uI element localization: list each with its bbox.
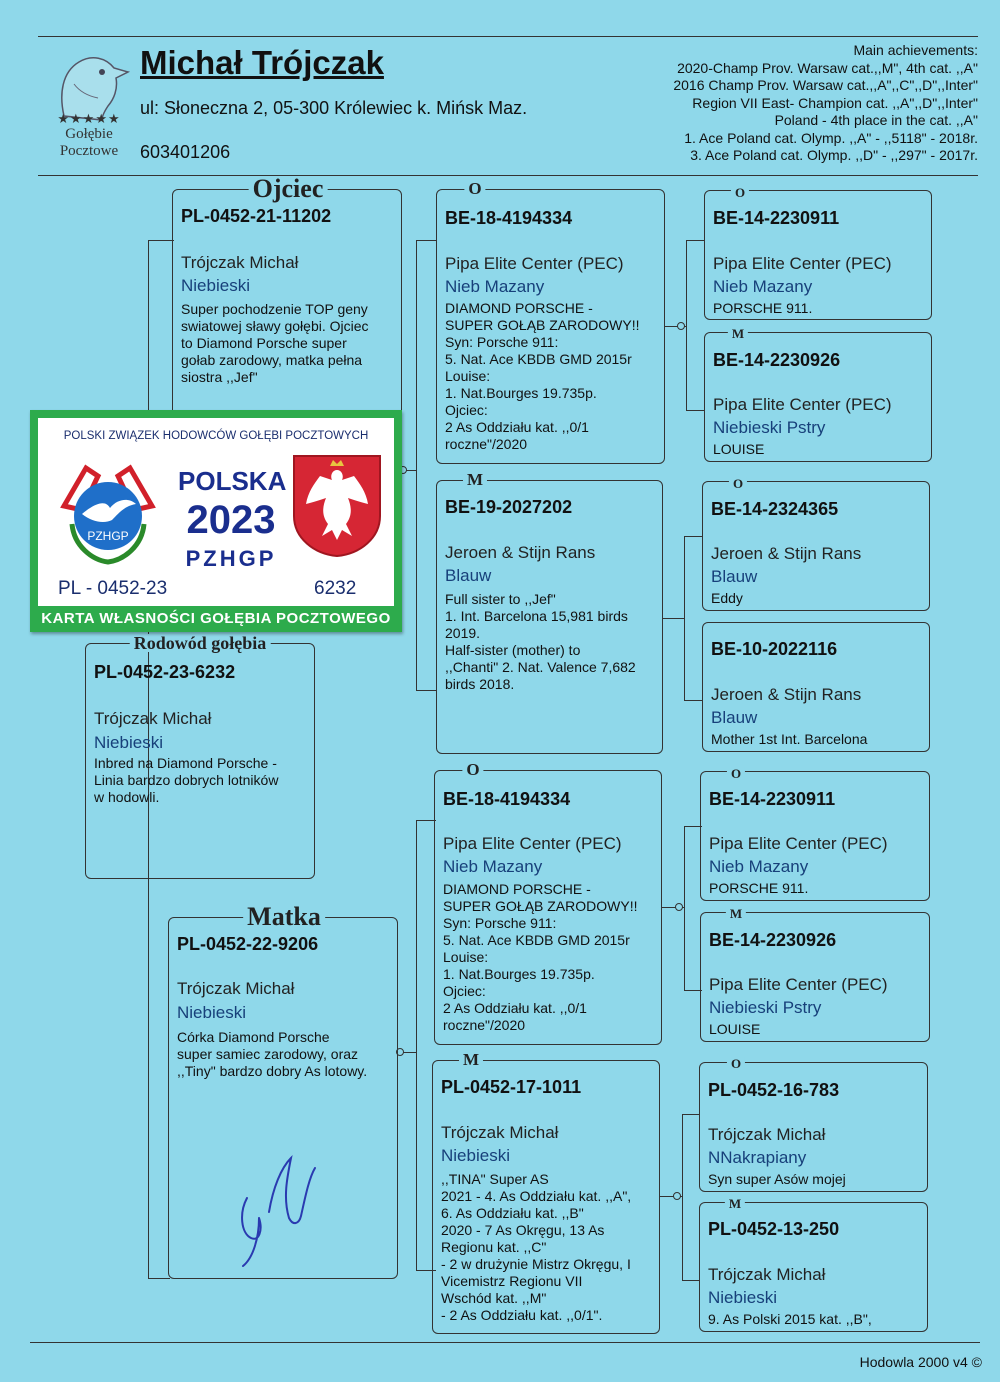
- color: Niebieski: [94, 733, 163, 752]
- owner-name: Michał Trójczak: [140, 44, 384, 81]
- ring-number: BE-10-2022116: [711, 639, 838, 659]
- notes: LOUISE: [709, 1021, 761, 1037]
- color: Niebieski Pstry: [709, 998, 822, 1017]
- great-grandparent-box: [704, 332, 932, 462]
- great-grandparent-box: [699, 1062, 928, 1192]
- ring-number: BE-14-2230926: [709, 930, 837, 950]
- mother-box: [168, 917, 398, 1279]
- achievements: [673, 42, 978, 165]
- notes: Full sister to ,,Jef" 1. Int. Barcelona 15,981 birds 2019. Half-sister (mother) to ,,Chanti" 2. Nat. Valence 7,682 birds 2018.: [445, 591, 636, 692]
- ring-number: PL-0452-23-6232: [94, 662, 236, 682]
- ownership-card: [30, 410, 402, 632]
- achievement-line: 1. Ace Poland cat. Olymp. ,,A" - ,,5118" - 2018r.: [684, 129, 978, 146]
- achievement-line: 2016 Champ Prov. Warsaw cat.,,A",,C",,D",,Inter": [673, 77, 978, 93]
- color: NNakrapiany: [708, 1148, 807, 1167]
- notes: 9. As Polski 2015 kat. ,,B",: [708, 1311, 872, 1327]
- owner: Trójczak Michał: [441, 1123, 559, 1142]
- ring-number: PL-0452-16-783: [708, 1080, 840, 1100]
- signature: [229, 1138, 349, 1268]
- owner: Pipa Elite Center (PEC): [443, 834, 622, 853]
- notes: Inbred na Diamond Porsche - Linia bardzo dobrych lotników w hodowli.: [94, 755, 279, 805]
- notes: Mother 1st Int. Barcelona: [711, 731, 868, 747]
- ring-number: BE-14-2230926: [713, 350, 841, 370]
- sire-marker: O: [729, 477, 747, 490]
- tree-line: [686, 410, 704, 411]
- connector-dot: [677, 322, 685, 330]
- card-ring-number: 6232: [314, 578, 357, 599]
- dam-marker: M: [728, 327, 748, 340]
- notes: ,,TINA" Super AS 2021 - 4. As Oddziału kat. ,,A", 6. As Oddziału kat. ,,B" 2020 - 7 As Okręgu, 13 As Regionu kat. ,,C" - 2 w drużynie Mistrz Okręgu, I Vicemistrz Regionu VII Wschód kat. ,,M" - 2 As Oddziału kat. ,,0/1".: [441, 1171, 632, 1323]
- tree-line: [416, 690, 436, 691]
- color: Niebieski Pstry: [713, 418, 826, 437]
- sire-marker: O: [462, 761, 483, 778]
- achievement-line: Poland - 4th place in the cat. ,,A": [774, 112, 978, 128]
- owner: Pipa Elite Center (PEC): [713, 395, 892, 414]
- ring-number: BE-18-4194334: [443, 789, 571, 809]
- color: Blauw: [445, 566, 492, 585]
- dam-marker: M: [463, 471, 487, 488]
- tree-line: [682, 1114, 700, 1115]
- father-box: [172, 189, 402, 425]
- top-border: [38, 36, 978, 37]
- owner: Pipa Elite Center (PEC): [445, 254, 624, 273]
- tree-line: [686, 240, 704, 241]
- sire-marker: O: [464, 180, 485, 197]
- notes: PORSCHE 911.: [709, 880, 809, 896]
- sire-marker: O: [727, 1057, 745, 1070]
- color: Niebieski: [177, 1003, 246, 1022]
- father-label: Ojciec: [249, 176, 328, 202]
- color: Blauw: [711, 567, 758, 586]
- logo-stars: ★★★★★: [57, 111, 121, 126]
- connector-dot: [673, 1192, 681, 1200]
- connector-dot: [675, 903, 683, 911]
- owner: Jeroen & Stijn Rans: [711, 685, 862, 704]
- emblem-text: PZHGP: [87, 529, 129, 543]
- card-org: PZHGP: [185, 546, 277, 571]
- ring-number: BE-18-4194334: [445, 208, 573, 228]
- great-grandparent-box: [700, 771, 930, 901]
- tree-line: [148, 1278, 170, 1279]
- maternal-grandfather-box: [434, 770, 662, 1045]
- ring-number: BE-19-2027202: [445, 497, 573, 517]
- notes: DIAMOND PORSCHE - SUPER GOŁĄB ZARODOWY!! Syn: Porsche 911: 5. Nat. Ace KBDB GMD 2015r Louise: 1. Nat.Bourges 19.735p. Ojciec: 2 As Oddziału kat. ,,0/1 roczne"/2020: [443, 881, 638, 1033]
- owner: Trójczak Michał: [708, 1125, 826, 1144]
- card-caption: KARTA WŁASNOŚCI GOŁĘBIA POCZTOWEGO: [41, 610, 391, 627]
- color: Nieb Mazany: [445, 277, 545, 296]
- notes: PORSCHE 911.: [713, 300, 813, 316]
- card-body: [38, 418, 394, 606]
- notes: Córka Diamond Porsche super samiec zarodowy, oraz ,,Tiny" bardzo dobry As lotowy.: [177, 1029, 368, 1079]
- owner: Trójczak Michał: [94, 709, 212, 728]
- tree-line-gen3: [684, 536, 685, 700]
- tree-line: [148, 240, 174, 241]
- achievements-heading: Main achievements:: [853, 42, 978, 58]
- color: Niebieski: [181, 276, 250, 295]
- header-divider: [38, 175, 978, 176]
- great-grandparent-box: [702, 481, 930, 611]
- great-grandparent-box: [699, 1202, 928, 1332]
- pedigree-label: Rodowód gołębia: [130, 634, 271, 652]
- color: Nieb Mazany: [713, 277, 813, 296]
- color: Nieb Mazany: [709, 857, 809, 876]
- achievement-line: 3. Ace Poland cat. Olymp. ,,D" - ,,297" - 2017r.: [690, 147, 978, 163]
- notes: LOUISE: [713, 441, 765, 457]
- paternal-grandfather-box: [436, 189, 665, 464]
- tree-line: [416, 820, 436, 821]
- ring-number: BE-14-2230911: [713, 208, 840, 228]
- owner: Jeroen & Stijn Rans: [445, 543, 596, 562]
- owner-phone: 603401206: [140, 142, 231, 162]
- notes: DIAMOND PORSCHE - SUPER GOŁĄB ZARODOWY!! Syn: Porsche 911: 5. Nat. Ace KBDB GMD 2015r Louise: 1. Nat.Bourges 19.735p. Ojciec: 2 As Oddziału kat. ,,0/1 roczne"/2020: [445, 300, 640, 452]
- software-credit: Hodowla 2000 v4 ©: [859, 1354, 982, 1370]
- bottom-border: [30, 1342, 980, 1343]
- sire-marker: O: [727, 767, 745, 780]
- owner: Trójczak Michał: [181, 253, 299, 272]
- great-grandparent-box: [700, 912, 930, 1042]
- logo-text-line2: Pocztowe: [59, 143, 119, 159]
- color: Niebieski: [708, 1288, 777, 1307]
- ring-number: PL-0452-17-1011: [441, 1077, 582, 1097]
- great-grandparent-box: [702, 622, 930, 752]
- notes: Syn super Asów mojej: [708, 1171, 846, 1187]
- owner: Trójczak Michał: [177, 979, 295, 998]
- tree-line: [682, 1280, 700, 1281]
- color: Niebieski: [441, 1146, 510, 1165]
- owner-address: ul: Słoneczna 2, 05-300 Królewiec k. Mińsk Maz.: [140, 98, 528, 118]
- tree-line: [684, 536, 702, 537]
- great-grandparent-box: [704, 190, 932, 320]
- card-ring-prefix: PL - 0452-23: [58, 578, 168, 599]
- maternal-grandmother-box: [432, 1060, 660, 1334]
- ring-number: PL-0452-21-11202: [181, 206, 332, 226]
- dam-marker: M: [459, 1051, 483, 1068]
- color: Nieb Mazany: [443, 857, 543, 876]
- ring-number: BE-14-2324365: [711, 499, 839, 519]
- card-year: 2023: [186, 498, 276, 542]
- dam-marker: M: [725, 1197, 745, 1210]
- ring-number: PL-0452-22-9206: [177, 934, 319, 954]
- sire-marker: O: [731, 186, 749, 199]
- tree-line: [684, 700, 702, 701]
- owner: Pipa Elite Center (PEC): [713, 254, 892, 273]
- notes: Super pochodzenie TOP geny swiatowej sławy gołębi. Ojciec to Diamond Porsche super gołab zarodowy, matka pełna siostra ,,Jef": [181, 301, 369, 385]
- owner: Pipa Elite Center (PEC): [709, 975, 888, 994]
- tree-line-gen2-mother: [416, 820, 417, 1270]
- achievement-line: 2020-Champ Prov. Warsaw cat.,,M", 4th cat. ,,A": [677, 59, 978, 76]
- card-union-name: POLSKI ZWIĄZEK HODOWCÓW GOŁĘBI POCZTOWYCH: [63, 430, 369, 442]
- owner: Pipa Elite Center (PEC): [709, 834, 888, 853]
- tree-line: [662, 618, 684, 619]
- logo-text-line1: Gołębie: [65, 126, 113, 142]
- dam-marker: M: [726, 907, 746, 920]
- pzhgp-emblem-icon: [52, 454, 164, 566]
- achievement-line: Region VII East- Champion cat. ,,A",,D",,Inter": [692, 94, 978, 111]
- owner: Jeroen & Stijn Rans: [711, 544, 862, 563]
- notes: Eddy: [711, 590, 743, 606]
- ring-number: BE-14-2230911: [709, 789, 836, 809]
- tree-line-gen3: [682, 1114, 683, 1280]
- paternal-grandmother-box: [436, 480, 663, 754]
- breeder-logo: [44, 44, 134, 164]
- polish-eagle-icon: [292, 454, 382, 558]
- owner: Trójczak Michał: [708, 1265, 826, 1284]
- tree-line-gen3: [684, 826, 685, 990]
- tree-line-gen2-father: [416, 240, 417, 690]
- tree-line-gen3: [686, 240, 687, 410]
- color: Blauw: [711, 708, 758, 727]
- tree-line: [416, 240, 436, 241]
- ring-number: PL-0452-13-250: [708, 1219, 840, 1239]
- card-country: POLSKA: [178, 466, 287, 496]
- mother-label: Matka: [243, 904, 325, 930]
- subject-pigeon-box: [85, 643, 315, 879]
